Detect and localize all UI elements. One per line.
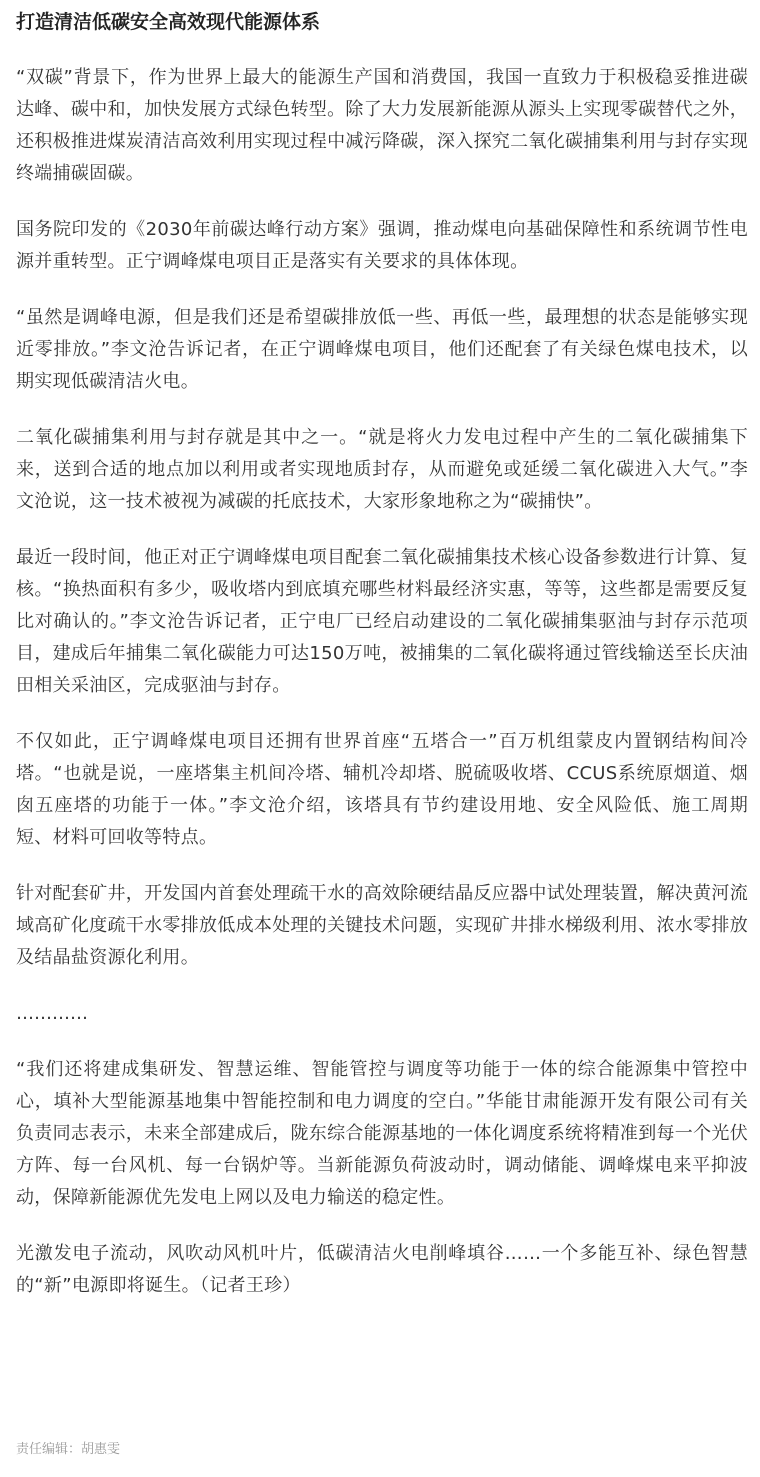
paragraph-4: 二氧化碳捕集利用与封存就是其中之一。“就是将火力发电过程中产生的二氧化碳捕集下来，送到合适的地点加以利用或者实现地质封存，从而避免或延缓二氧化碳进入大气。”李文沧说，这一技术被视为减碳的托底技术，大家形象地称之为“碳捕快”。 [16, 427, 748, 512]
paragraph-2: 国务院印发的《2030年前碳达峰行动方案》强调，推动煤电向基础保障性和系统调节性电源并重转型。正宁调峰煤电项目正是落实有关要求的具体体现。 [16, 219, 748, 272]
paragraph-6: 不仅如此，正宁调峰煤电项目还拥有世界首座“五塔合一”百万机组蒙皮内置钢结构间冷塔。“也就是说，一座塔集主机间冷塔、辅机冷却塔、脱硫吸收塔、CCUS系统原烟道、烟囱五座塔的功能于一体。”李文沧介绍，该塔具有节约建设用地、安全风险低、施工周期短、材料可回收等特点。 [16, 731, 748, 848]
paragraph-8: “我们还将建成集研发、智慧运维、智能管控与调度等功能于一体的综合能源集中管控中心，填补大型能源基地集中智能控制和电力调度的空白。”华能甘肃能源开发有限公司有关负责同志表示，未来全部建成后，陇东综合能源基地的一体化调度系统将精准到每一个光伏方阵、每一台风机、每一台锅炉等。当新能源负荷波动时，调动储能、调峰煤电来平抑波动，保障新能源优先发电上网以及电力输送的稳定性。 [16, 1059, 748, 1208]
paragraph-9: 光激发电子流动，风吹动风机叶片，低碳清洁火电削峰填谷……一个多能互补、绿色智慧的“新”电源即将诞生。（记者王珍） [16, 1243, 748, 1296]
article-body [16, 0, 748, 1302]
responsible-editor: 责任编辑：胡惠雯 [16, 1442, 121, 1457]
paragraph-5: 最近一段时间，他正对正宁调峰煤电项目配套二氧化碳捕集技术核心设备参数进行计算、复核。“换热面积有多少，吸收塔内到底填充哪些材料最经济实惠，等等，这些都是需要反复比对确认的。”李文沧告诉记者，正宁电厂已经启动建设的二氧化碳捕集驱油与封存示范项目，建成后年捕集二氧化碳能力可达150万吨，被捕集的二氧化碳将通过管线输送至长庆油田相关采油区，完成驱油与封存。 [16, 547, 748, 696]
article-title: 打造清洁低碳安全高效现代能源体系 [16, 11, 321, 33]
ellipsis-separator: ………… [16, 1003, 88, 1024]
paragraph-1: “双碳”背景下，作为世界上最大的能源生产国和消费国，我国一直致力于积极稳妥推进碳达峰、碳中和，加快发展方式绿色转型。除了大力发展新能源从源头上实现零碳替代之外，还积极推进煤炭清洁高效利用实现过程中减污降碳，深入探究二氧化碳捕集利用与封存实现终端捕碳固碳。 [16, 67, 748, 184]
paragraph-7: 针对配套矿井，开发国内首套处理疏干水的高效除硬结晶反应器中试处理装置，解决黄河流域高矿化度疏干水零排放低成本处理的关键技术问题，实现矿井排水梯级利用、浓水零排放及结晶盐资源化利用。 [16, 883, 748, 968]
paragraph-3: “虽然是调峰电源，但是我们还是希望碳排放低一些、再低一些，最理想的状态是能够实现近零排放。”李文沧告诉记者，在正宁调峰煤电项目，他们还配套了有关绿色煤电技术，以期实现低碳清洁火电。 [16, 307, 748, 392]
